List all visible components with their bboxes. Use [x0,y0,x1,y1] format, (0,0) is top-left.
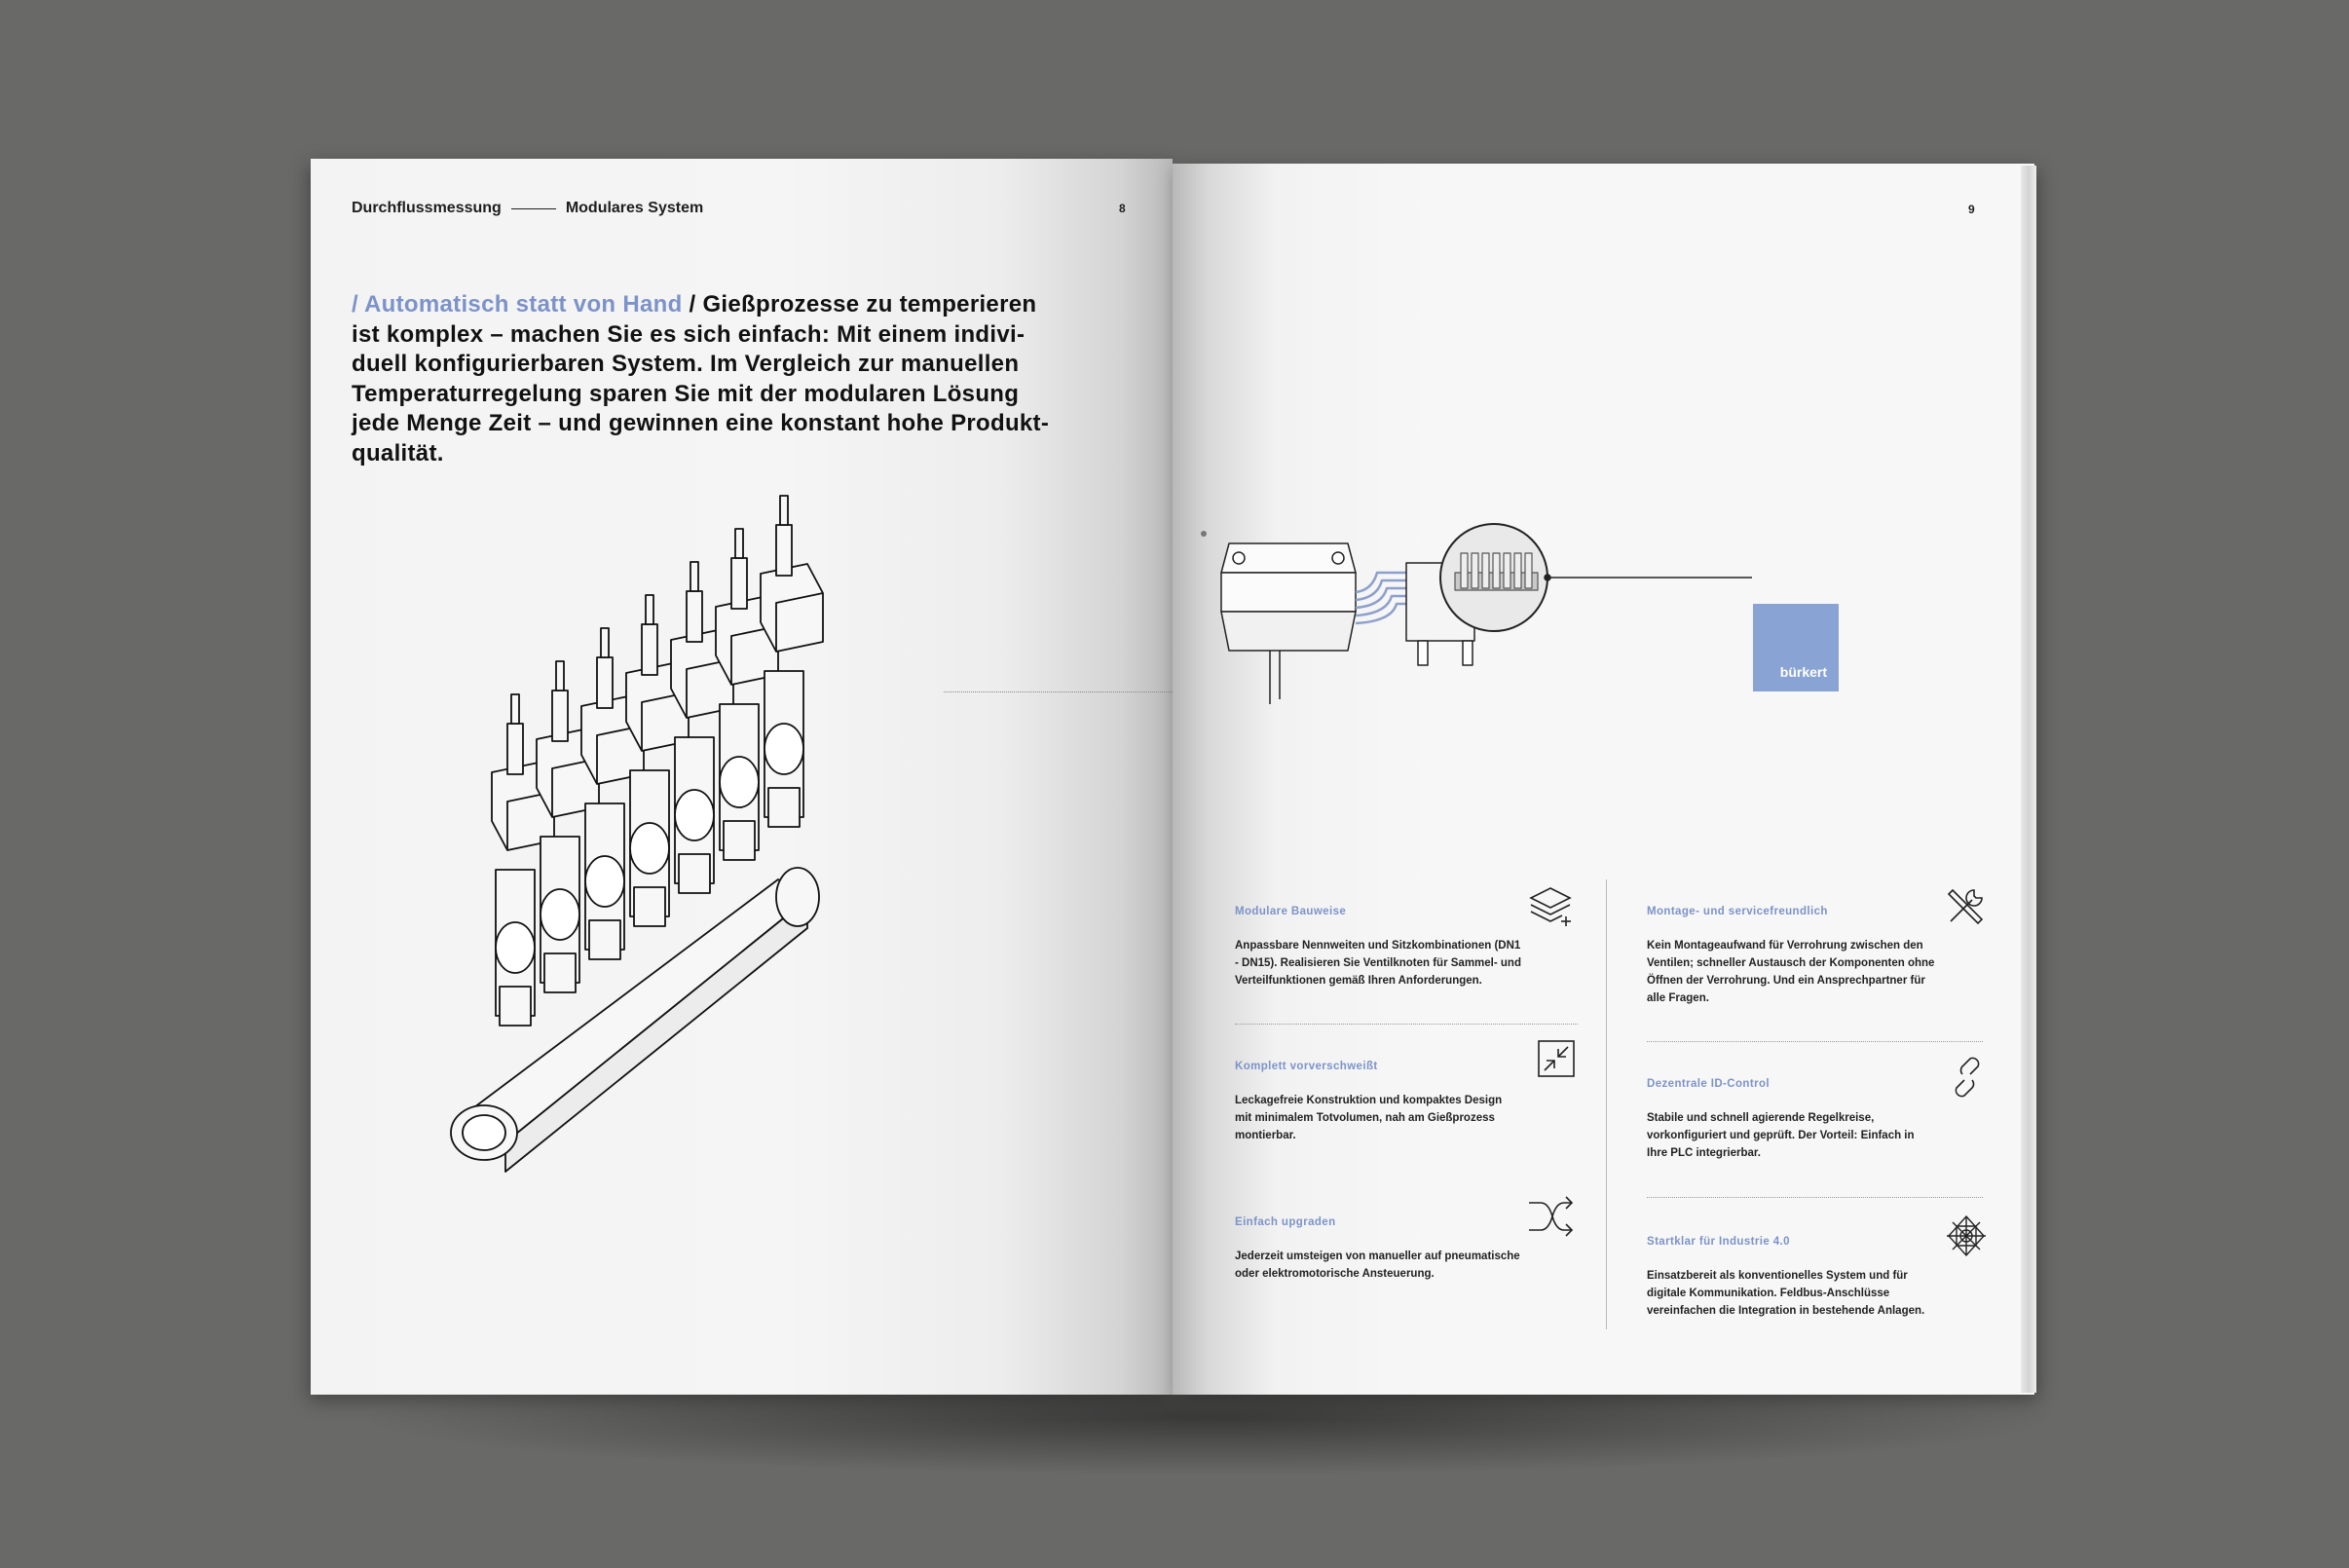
logo-text: bürkert [1779,664,1827,680]
feature-text-line: Öffnen der Verrohrung. Und ein Ansprechpartner für [1647,975,1925,987]
feature-text-line: vereinfachen die Integration in bestehende Anlagen. [1647,1305,1925,1317]
tools-icon [1945,884,1988,927]
compress-arrows-icon [1537,1039,1576,1078]
running-head-dash [511,208,556,209]
network-mesh-icon [1945,1214,1988,1257]
intro-paragraph [352,290,1111,468]
page-number-right: 9 [1968,203,1975,216]
magnified-valve [1525,553,1532,588]
feature-text-line: Leckagefreie Konstruktion und kompaktes Design [1235,1095,1503,1106]
intro-accent: / Automatisch statt von Hand [352,291,683,317]
system-diagram [1212,407,1835,719]
intro-line: ist komplex – machen Sie es sich einfach: Mit einem indivi- [352,320,1025,348]
column-divider [1606,879,1607,1329]
feature-text-line: montierbar. [1235,1130,1296,1141]
feature-text-line: Anpassbare Nennweiten und Sitzkombinationen (DN1 [1235,940,1521,952]
shuffle-icon [1527,1195,1576,1238]
feature-title: Startklar für Industrie 4.0 [1647,1236,1790,1248]
left-page [311,159,1173,1395]
intro-line: Temperaturregelung sparen Sie mit der modularen Lösung [352,380,1020,407]
feature-text-line: Kein Montageaufwand für Verrohrung zwischen den [1647,940,1923,952]
feature-text-line: mit minimalem Totvolumen, nah am Gießprozess [1235,1112,1495,1124]
page-edge [2021,166,2036,1393]
feature-text-line: Ventilen; schneller Austausch der Komponenten ohne [1647,957,1935,969]
feature-text [1235,937,1576,989]
separator [1647,1197,1983,1199]
feature-text-line: Einsatzbereit als konventionelles System und für [1647,1270,1908,1282]
feature-einfach-upgraden [1235,1216,1576,1283]
running-head-section: Durchflussmessung [352,200,502,216]
feature-text-line: Ihre PLC integrierbar. [1647,1147,1761,1159]
running-head-topic: Modulares System [565,200,704,216]
feature-text [1647,937,1988,1007]
feature-title: Modulare Bauweise [1235,906,1347,917]
valve-manifold-illustration [447,470,992,1250]
separator [1647,1041,1983,1043]
feature-text [1647,1267,1988,1320]
feature-text [1647,1109,1988,1162]
magnified-valve [1482,553,1489,588]
burkert-logo [1753,604,1839,691]
feature-dezentrale-id-control [1647,1078,1988,1162]
magnified-valve [1504,553,1510,588]
feature-title: Einfach upgraden [1235,1216,1336,1228]
feature-text [1235,1248,1576,1283]
separator [1235,1024,1578,1026]
feature-text-line: alle Fragen. [1647,992,1709,1004]
feature-title: Montage- und servicefreundlich [1647,906,1828,917]
feature-text-line: - DN15). Realisieren Sie Ventilknoten für Sammel- und [1235,957,1521,969]
intro-line: duell konfigurierbaren System. Im Vergleich zur manuellen [352,351,1020,377]
intro-line: jede Menge Zeit – und gewinnen eine konstant hohe Produkt- [352,410,1050,436]
feature-text-line: Verteilfunktionen gemäß Ihren Anforderungen. [1235,975,1482,987]
intro-line: qualität. [352,439,444,467]
intro-line: / Gießprozesse zu temperieren [682,291,1037,317]
magnified-valve [1514,553,1521,588]
layers-add-icon [1527,884,1576,929]
feature-title: Komplett vorverschweißt [1235,1061,1378,1072]
callout-dot [1201,531,1207,537]
magnified-valve [1493,553,1500,588]
feature-text-line: oder elektromotorische Ansteuerung. [1235,1268,1435,1280]
page-number-left: 8 [1119,202,1126,215]
link-icon [1947,1057,1988,1098]
feature-text-line: vorkonfiguriert und geprüft. Der Vorteil: Einfach in [1647,1130,1915,1141]
magnified-valve [1472,553,1478,588]
magnified-valve [1461,553,1468,588]
running-head [352,200,703,217]
feature-modulare-bauweise [1235,906,1576,989]
feature-montage-service [1647,906,1988,1007]
feature-text-line: Stabile und schnell agierende Regelkreise, [1647,1112,1875,1124]
feature-title: Dezentrale ID-Control [1647,1078,1770,1090]
feature-komplett-vorverschweisst [1235,1061,1576,1144]
right-page [1173,164,2034,1395]
feature-text-line: digitale Kommunikation. Feldbus-Anschlüsse [1647,1288,1890,1299]
feature-text [1235,1092,1576,1144]
feature-text-line: Jederzeit umsteigen von manueller auf pneumatische [1235,1251,1520,1262]
feature-industrie-4-0 [1647,1236,1988,1320]
